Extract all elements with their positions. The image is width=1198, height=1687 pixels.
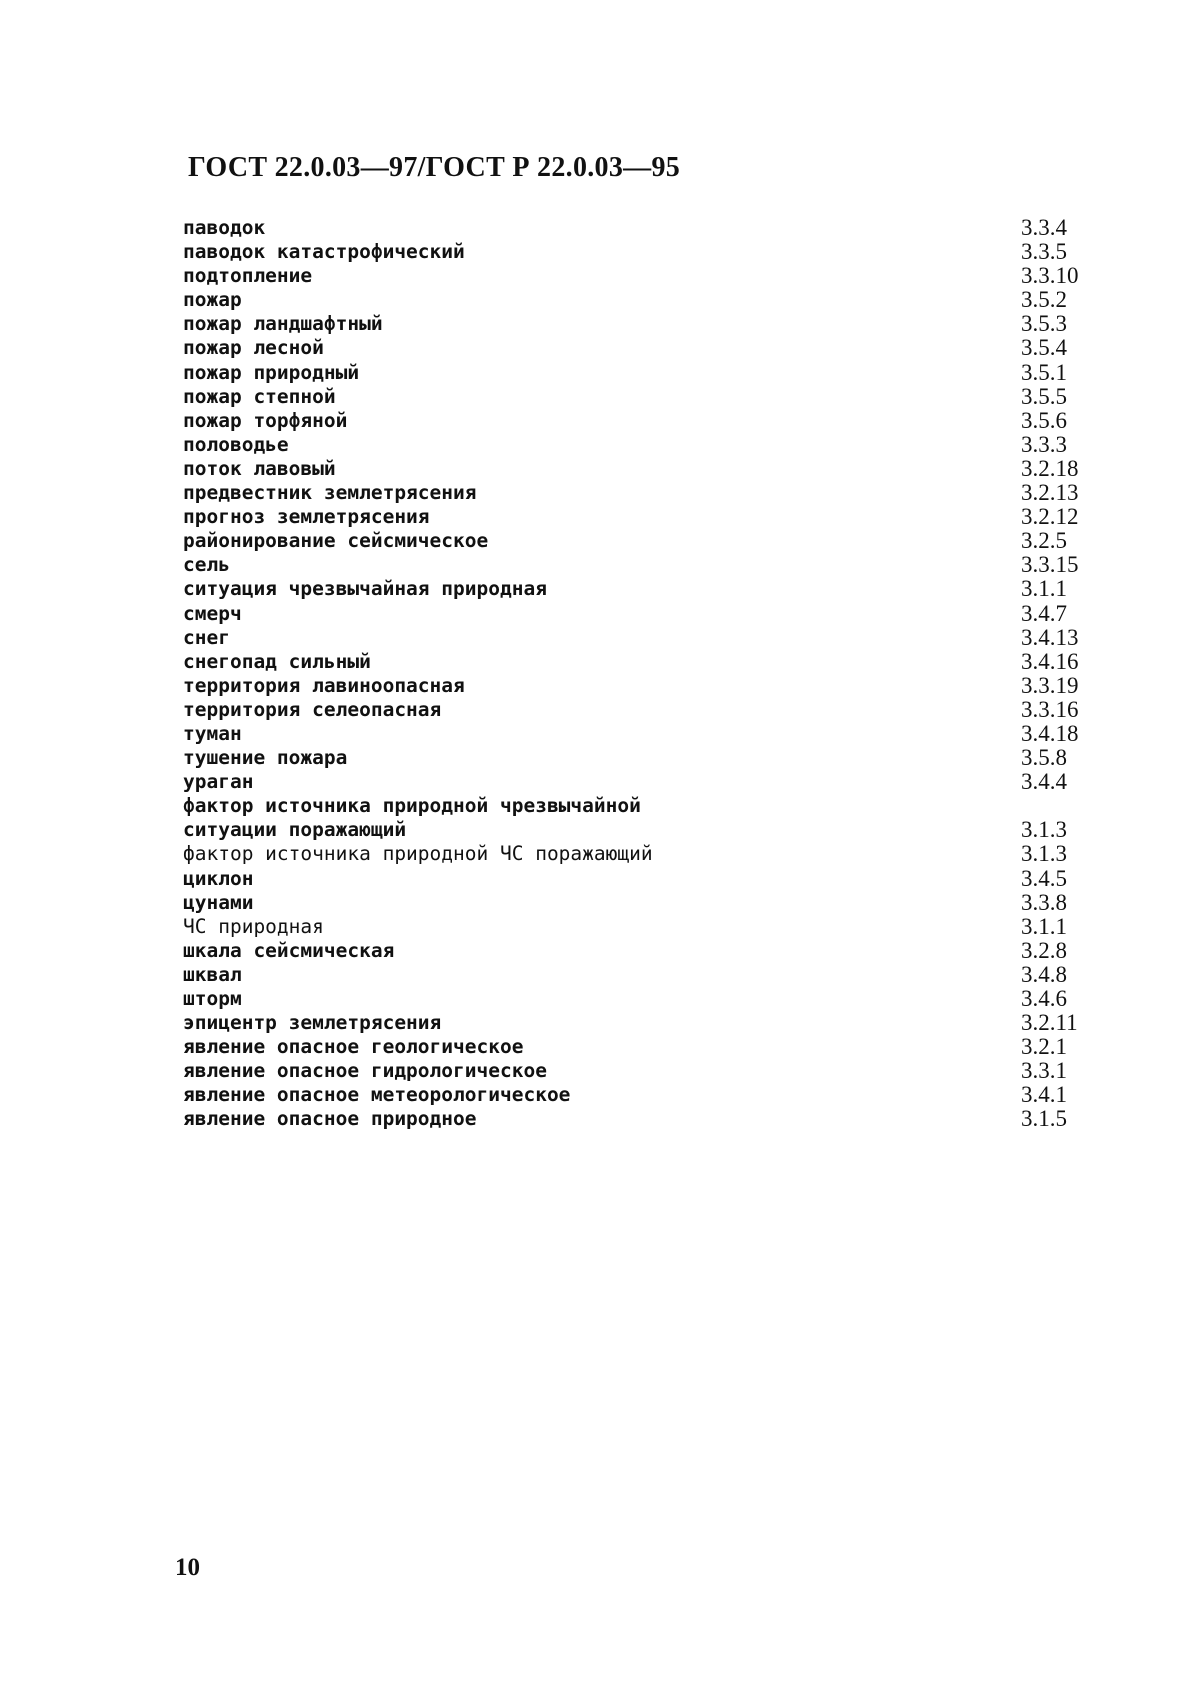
index-ref: 3.3.10: [1021, 263, 1079, 289]
index-term: явление опасное геологическое: [183, 1035, 524, 1059]
index-term: районирование сейсмическое: [183, 529, 489, 553]
index-entry: [183, 433, 1088, 457]
index-term: сель: [183, 553, 230, 577]
index-entry: [183, 626, 1088, 650]
page-header: ГОСТ 22.0.03—97/ГОСТ Р 22.0.03—95: [188, 152, 681, 183]
index-ref: 3.3.16: [1021, 696, 1079, 722]
index-term: циклон: [183, 866, 254, 890]
index-term: смерч: [183, 601, 242, 625]
index-ref: 3.3.19: [1021, 672, 1079, 698]
index-entry: [183, 1083, 1088, 1107]
index-entry: [183, 818, 1088, 842]
index-term: подтопление: [183, 264, 313, 288]
index-entry: [183, 577, 1088, 601]
index-term: пожар: [183, 288, 242, 312]
index-entry: [183, 794, 1088, 818]
index-entry: [183, 264, 1088, 288]
index-term: предвестник землетрясения: [183, 481, 477, 505]
index-term: явление опасное метеорологическое: [183, 1083, 571, 1107]
index-ref: 3.2.18: [1021, 455, 1079, 481]
index-ref: 3.3.4: [1021, 215, 1067, 240]
index-ref: 3.3.3: [1021, 431, 1067, 457]
index-ref: 3.3.5: [1021, 239, 1067, 265]
index-ref: 3.3.1: [1021, 1058, 1067, 1084]
index-entry: [183, 770, 1088, 794]
index-entry: [183, 529, 1088, 553]
index-entry: [183, 867, 1088, 891]
index-term: территория лавиноопасная: [183, 673, 465, 697]
index-term: снег: [183, 625, 230, 649]
index-ref: 3.1.5: [1021, 1106, 1067, 1132]
index-entry: [183, 385, 1088, 409]
index-entry: [183, 240, 1088, 264]
index-term: прогноз землетрясения: [183, 505, 430, 529]
index-ref: 3.5.1: [1021, 359, 1067, 385]
index-term: явление опасное гидрологическое: [183, 1059, 547, 1083]
page-number: 10: [175, 1554, 200, 1581]
index-term: цунами: [183, 890, 254, 914]
index-entry: [183, 481, 1088, 505]
index-entry: [183, 987, 1088, 1011]
index-entry: [183, 216, 1088, 240]
index-term: территория селеопасная: [183, 697, 442, 721]
index-term: поток лавовый: [183, 456, 336, 480]
index-ref: 3.1.1: [1021, 913, 1067, 939]
index-ref: 3.1.3: [1021, 817, 1067, 843]
index-term: фактор источника природной ЧС поражающий: [183, 842, 653, 866]
index-entry: [183, 457, 1088, 481]
index-term: паводок: [183, 216, 266, 239]
index-entry: [183, 361, 1088, 385]
index-term: снегопад сильный: [183, 649, 371, 673]
index-term: шкала сейсмическая: [183, 938, 395, 962]
index-entry: [183, 505, 1088, 529]
index-entry: [183, 312, 1088, 336]
index-ref: 3.5.3: [1021, 311, 1067, 337]
index-ref: 3.4.18: [1021, 720, 1079, 746]
index-ref: 3.4.1: [1021, 1082, 1067, 1108]
index-ref: 3.5.2: [1021, 287, 1067, 313]
index-term: ситуации поражающий: [183, 818, 407, 842]
index-ref: 3.2.11: [1021, 1010, 1078, 1036]
index-entry: [183, 674, 1088, 698]
index-ref: 3.4.16: [1021, 648, 1079, 674]
index-term: пожар торфяной: [183, 408, 348, 432]
index-term: паводок катастрофический: [183, 240, 465, 264]
index-entry: [183, 336, 1088, 360]
index-term: ураган: [183, 770, 254, 794]
index-entry: [183, 288, 1088, 312]
index-ref: 3.4.6: [1021, 986, 1067, 1011]
index-ref: 3.2.12: [1021, 504, 1079, 530]
index-ref: 3.4.8: [1021, 961, 1067, 987]
index-term: явление опасное природное: [183, 1107, 477, 1131]
index-ref: 3.4.13: [1021, 624, 1079, 650]
index-entry: [183, 1059, 1088, 1083]
index-term: эпицентр землетрясения: [183, 1011, 442, 1035]
index-ref: 3.5.4: [1021, 335, 1067, 361]
index-ref: 3.5.6: [1021, 407, 1067, 433]
index-term: шквал: [183, 962, 242, 986]
index-entry: [183, 842, 1088, 866]
index-term: пожар ландшафтный: [183, 312, 383, 336]
index-ref: 3.5.8: [1021, 745, 1067, 771]
index-ref: 3.1.1: [1021, 576, 1067, 602]
index-entry: [183, 963, 1088, 987]
index-entry: [183, 602, 1088, 626]
index-entry: [183, 1011, 1088, 1035]
index-entry: [183, 553, 1088, 577]
index-ref: 3.3.15: [1021, 552, 1079, 578]
index-term: фактор источника природной чрезвычайной: [183, 794, 641, 818]
index-entry: [183, 891, 1088, 915]
term-index-list: [183, 216, 1088, 1132]
index-term: ситуация чрезвычайная природная: [183, 577, 547, 601]
index-entry: [183, 409, 1088, 433]
index-ref: 3.4.7: [1021, 600, 1067, 626]
index-ref: 3.5.5: [1021, 383, 1067, 409]
index-ref: 3.2.1: [1021, 1034, 1067, 1060]
index-entry: [183, 939, 1088, 963]
index-entry: [183, 746, 1088, 770]
index-ref: 3.2.5: [1021, 528, 1067, 554]
index-entry: [183, 698, 1088, 722]
index-ref: 3.4.4: [1021, 769, 1067, 795]
index-entry: [183, 650, 1088, 674]
index-term: ЧС природная: [183, 914, 324, 938]
index-term: половодье: [183, 432, 289, 456]
index-ref: 3.3.8: [1021, 889, 1067, 915]
index-entry: [183, 915, 1088, 939]
index-term: пожар лесной: [183, 336, 324, 360]
index-term: туман: [183, 721, 242, 745]
index-ref: 3.4.5: [1021, 865, 1067, 891]
index-ref: 3.2.8: [1021, 937, 1067, 963]
index-ref: 3.2.13: [1021, 480, 1079, 506]
index-term: пожар степной: [183, 384, 336, 408]
index-term: тушение пожара: [183, 746, 348, 770]
index-entry: [183, 722, 1088, 746]
index-entry: [183, 1035, 1088, 1059]
index-ref: 3.1.3: [1021, 841, 1067, 867]
index-term: пожар природный: [183, 360, 360, 384]
index-term: шторм: [183, 987, 242, 1010]
index-entry: [183, 1107, 1088, 1131]
